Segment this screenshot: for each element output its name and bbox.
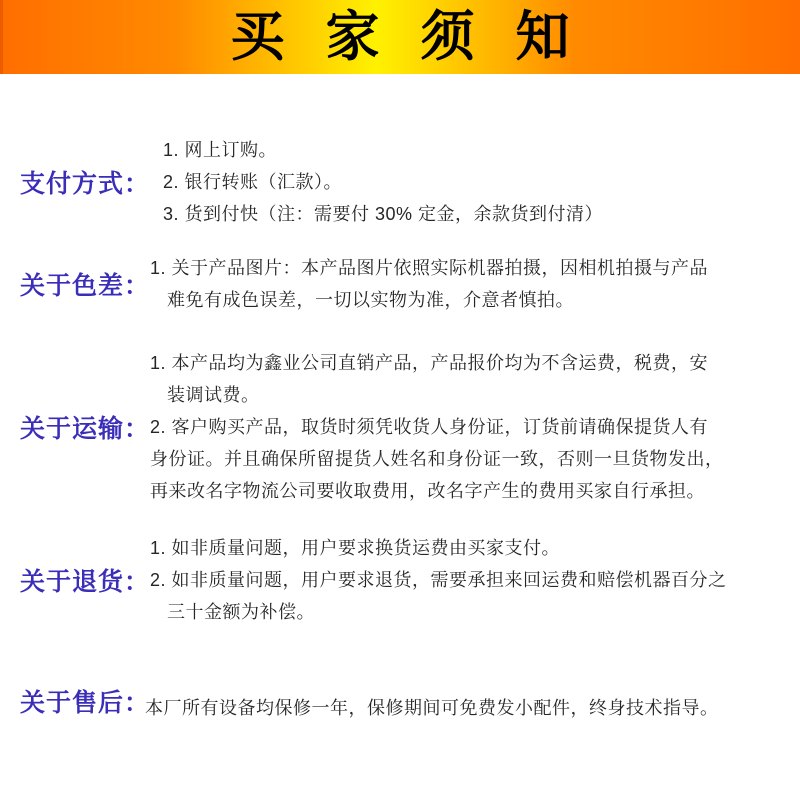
page-title: 买 家 须 知 [230,7,583,67]
banner [0,0,800,74]
notice-line: 三十金额为补偿。 [167,602,315,622]
notice-line: 装调试费。 [167,385,260,405]
notice-section [0,252,800,316]
section-content [145,692,800,724]
notice-line: 1. 如非质量问题，用户要求换货运费由买家支付。 [150,538,561,558]
notice-line: 1. 关于产品图片：本产品图片依照实际机器拍摄，因相机拍摄与产品 [150,258,709,278]
section-label: 支付方式： [20,170,151,198]
notice-line: 2. 客户购买产品，取货时须凭收货人身份证，订货前请确保提货人有 [150,417,709,437]
notice-line: 2. 如非质量问题，用户要求退货，需要承担来回运费和赔偿机器百分之 [150,570,727,590]
section-label: 关于售后： [20,689,151,717]
notice-line: 3. 货到付快（注：需要付 30% 定金，余款货到付清） [163,204,604,224]
notice-section [0,134,800,230]
section-content [150,532,800,628]
notice-section [0,347,800,507]
section-content [150,347,800,507]
notice-line: 再来改名字物流公司要收取费用，改名字产生的费用买家自行承担。 [150,481,705,501]
section-content [163,134,800,230]
section-label: 关于运输： [20,415,151,443]
notice-line: 本厂所有设备均保修一年，保修期间可免费发小配件，终身技术指导。 [145,698,719,718]
notice-line: 难免有成色误差，一切以实物为准，介意者慎拍。 [167,290,574,310]
section-content [150,252,800,316]
section-label: 关于退货： [20,568,151,596]
notice-line: 2. 银行转账（汇款）。 [163,172,343,192]
notice-line: 1. 网上订购。 [163,140,278,160]
section-label: 关于色差： [20,272,151,300]
notice-section [0,532,800,628]
notice-section [0,689,800,724]
notice-line: 1. 本产品均为鑫业公司直销产品，产品报价均为不含运费，税费，安 [150,353,709,373]
notice-line: 身份证。并且确保所留提货人姓名和身份证一致，否则一旦货物发出， [150,449,724,469]
